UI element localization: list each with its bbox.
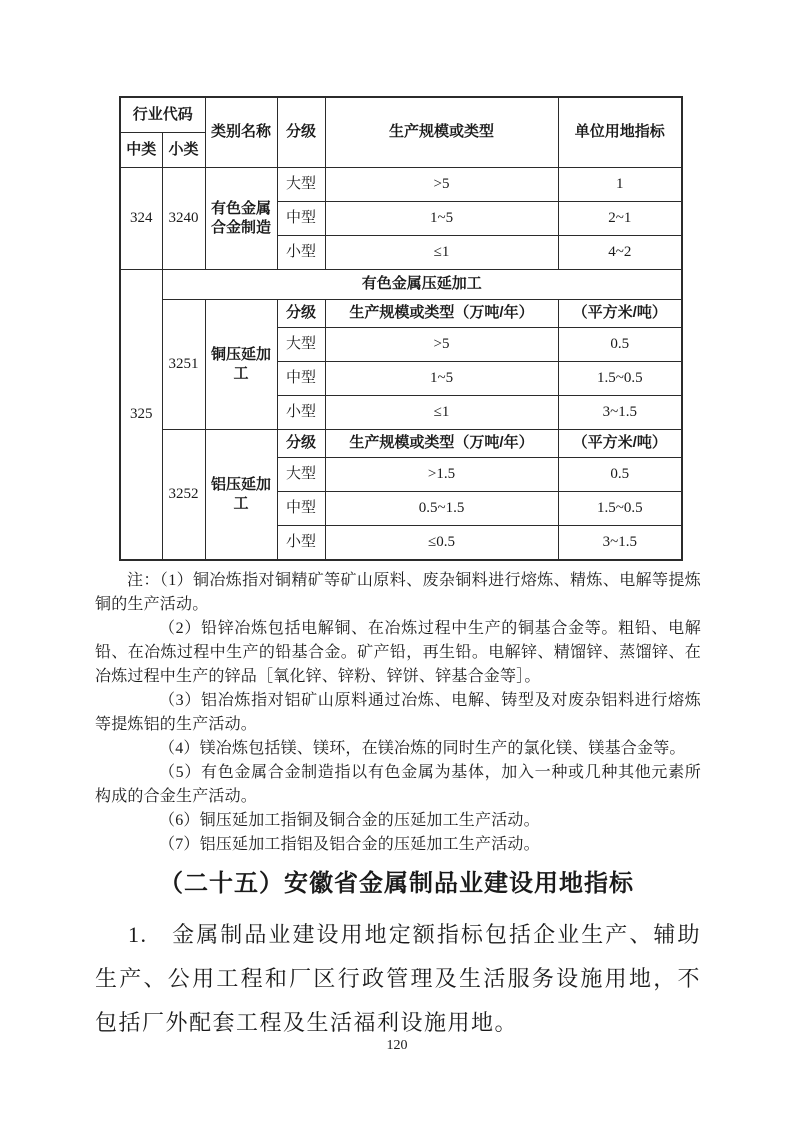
cell-category-3240: 有色金属合金制造: [205, 168, 277, 270]
cell-indicator: 0.5: [558, 458, 682, 492]
cell-grade: 小型: [277, 396, 325, 430]
cell-scale: >1.5: [325, 458, 558, 492]
cell-grade: 中型: [277, 492, 325, 526]
cell-grade: 小型: [277, 236, 325, 270]
th-scale: 生产规模或类型: [325, 97, 558, 168]
cell-subhead-grade: 分级: [277, 430, 325, 458]
cell-indicator: 3~1.5: [558, 526, 682, 561]
cell-category-3251: 铜压延加工: [205, 300, 277, 430]
cell-scale: ≤0.5: [325, 526, 558, 561]
cell-small-3252: 3252: [162, 430, 205, 561]
cell-category-3252: 铝压延加工: [205, 430, 277, 561]
cell-scale: ≤1: [325, 396, 558, 430]
cell-indicator: 1.5~0.5: [558, 362, 682, 396]
cell-scale: 0.5~1.5: [325, 492, 558, 526]
cell-subhead-scale: 生产规模或类型（万吨/年）: [325, 430, 558, 458]
cell-indicator: 4~2: [558, 236, 682, 270]
cell-subhead-grade: 分级: [277, 300, 325, 328]
th-industry-code: 行业代码: [120, 97, 205, 133]
cell-grade: 中型: [277, 202, 325, 236]
cell-indicator: 1.5~0.5: [558, 492, 682, 526]
cell-mid-325: 325: [120, 270, 162, 561]
th-mid-class: 中类: [120, 133, 162, 168]
cell-scale: >5: [325, 168, 558, 202]
cell-scale: ≤1: [325, 236, 558, 270]
cell-subhead-indicator: （平方米/吨）: [558, 430, 682, 458]
note-item: （5）有色金属合金制造指以有色金属为基体，加入一种或几种其他元素所构成的合金生产活动。: [95, 764, 701, 805]
page-content: [95, 96, 701, 1045]
cell-scale: >5: [325, 328, 558, 362]
body-paragraph: 1. 金属制品业建设用地定额指标包括企业生产、辅助生产、公用工程和厂区行政管理及生活服务设施用地，不包括厂外配套工程及生活福利设施用地。: [95, 922, 701, 1035]
th-small-class: 小类: [162, 133, 205, 168]
cell-grade: 大型: [277, 458, 325, 492]
cell-subhead-scale: 生产规模或类型（万吨/年）: [325, 300, 558, 328]
cell-section-title: 有色金属压延加工: [162, 270, 682, 300]
cell-subhead-indicator: （平方米/吨）: [558, 300, 682, 328]
th-grade: 分级: [277, 97, 325, 168]
cell-indicator: 2~1: [558, 202, 682, 236]
note-item: （6）铜压延加工指铜及铜合金的压延加工生产活动。: [159, 812, 540, 829]
cell-grade: 小型: [277, 526, 325, 561]
note-item: （2）铅锌冶炼包括电解铜、在冶炼过程中生产的铜基合金等。粗铅、电解铅、在冶炼过程中生产的铅基合金。矿产铅，再生铅。电解锌、精馏锌、蒸馏锌、在冶炼过程中生产的锌品［氧化锌、锌粉、锌饼、锌基合金等］。: [95, 620, 701, 685]
cell-grade: 大型: [277, 328, 325, 362]
cell-mid-324: 324: [120, 168, 162, 270]
table-notes: [95, 569, 701, 857]
note-item: （3）铝冶炼指对铝矿山原料通过冶炼、电解、铸型及对废杂铝料进行熔炼等提炼铝的生产活动。: [95, 692, 701, 733]
land-use-indicator-table: [119, 96, 683, 561]
note-item: （7）铝压延加工指铝及铝合金的压延加工生产活动。: [159, 836, 540, 853]
cell-indicator: 3~1.5: [558, 396, 682, 430]
cell-small-3240: 3240: [162, 168, 205, 270]
note-text: （1）铜冶炼指对铜精矿等矿山原料、废杂铜料进行熔炼、精炼、电解等提炼铜的生产活动。: [95, 572, 701, 613]
cell-indicator: 0.5: [558, 328, 682, 362]
section-heading: （二十五）安徽省金属制品业建设用地指标: [159, 870, 634, 897]
cell-indicator: 1: [558, 168, 682, 202]
th-category-name: 类别名称: [205, 97, 277, 168]
note-item: （4）镁冶炼包括镁、镁环，在镁冶炼的同时生产的氯化镁、镁基合金等。: [159, 740, 686, 757]
cell-grade: 中型: [277, 362, 325, 396]
th-unit-indicator: 单位用地指标: [558, 97, 682, 168]
page-number: 120: [386, 1038, 408, 1053]
cell-grade: 大型: [277, 168, 325, 202]
cell-scale: 1~5: [325, 202, 558, 236]
note-item: [95, 569, 701, 617]
cell-small-3251: 3251: [162, 300, 205, 430]
cell-scale: 1~5: [325, 362, 558, 396]
notes-label: 注：: [127, 572, 160, 589]
